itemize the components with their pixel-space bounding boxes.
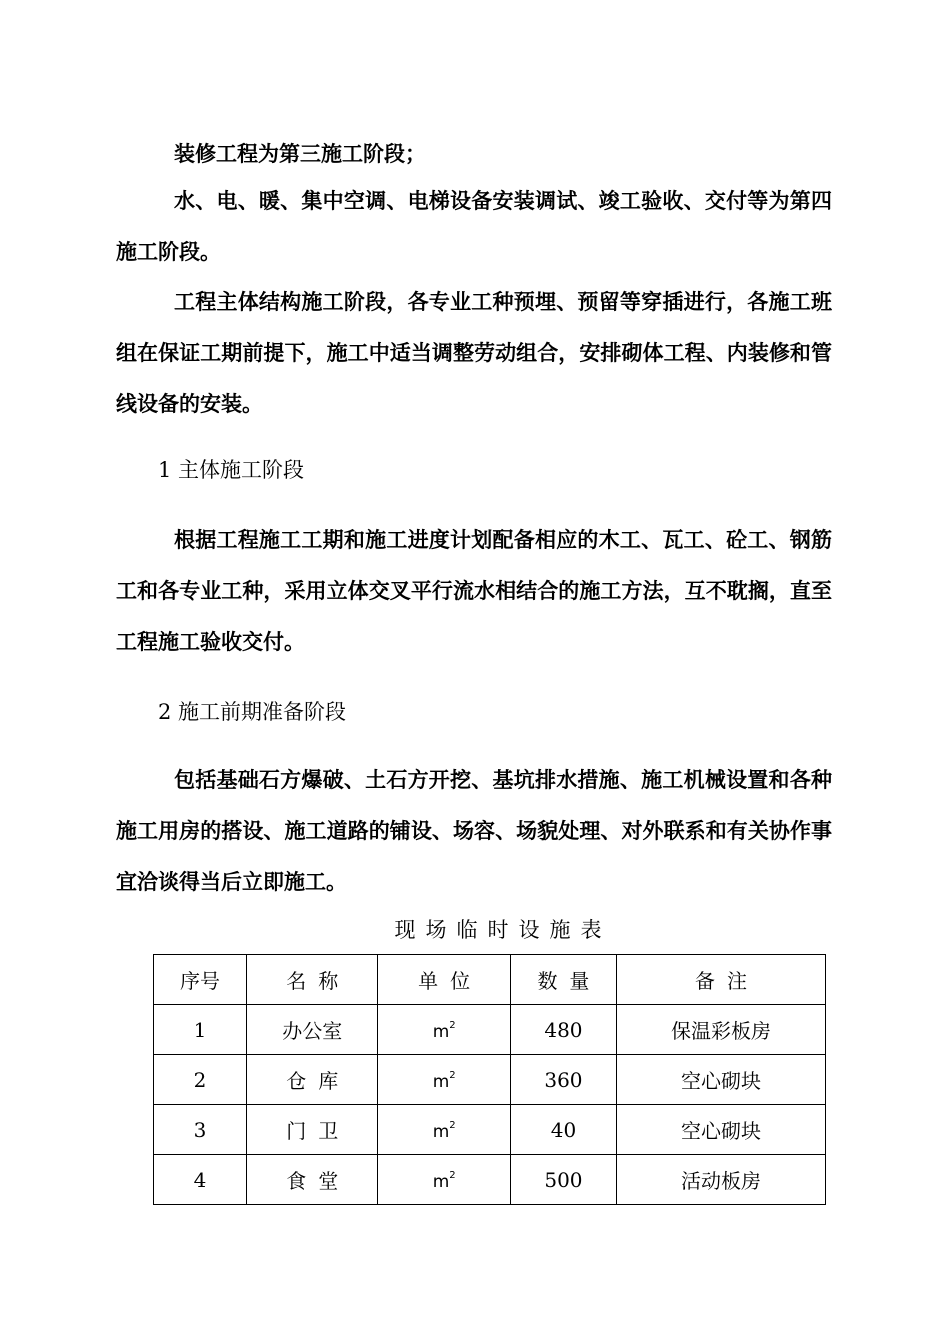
table-header-row [154,955,826,1005]
cell-seq: 2 [154,1055,247,1105]
cell-name: 食堂 [247,1155,378,1205]
cell-note: 空心砌块 [617,1055,826,1105]
unit-base: m [432,1121,450,1142]
table-row [154,1005,826,1055]
header-qty: 数量 [510,955,616,1005]
table-row [154,1155,826,1205]
cell-unit [378,1155,510,1205]
cell-unit [378,1105,510,1155]
cell-note: 空心砌块 [617,1105,826,1155]
table-title: 现场临时设施表 [394,918,612,942]
cell-note: 保温彩板房 [617,1005,826,1055]
header-seq: 序号 [154,955,247,1005]
cell-unit [378,1005,510,1055]
header-unit: 单位 [378,955,510,1005]
cell-seq: 4 [154,1155,247,1205]
cell-name: 仓库 [247,1055,378,1105]
unit-superscript: 2 [449,1169,456,1181]
table-row [154,1105,826,1155]
paragraph-main-structure: 工程主体结构施工阶段，各专业工种预埋、预留等穿插进行，各施工班组在保证工期前提下，施工中适当调整劳动组合，安排砌体工程、内装修和管线设备的安装。 [116,289,832,416]
unit-superscript: 2 [449,1119,456,1131]
unit-base: m [432,1021,450,1042]
cell-seq: 1 [154,1005,247,1055]
cell-note: 活动板房 [617,1155,826,1205]
paragraph-preparation-detail: 包括基础石方爆破、土石方开挖、基坑排水措施、施工机械设置和各种施工用房的搭设、施工道路的铺设、场容、场貌处理、对外联系和有关协作事宜洽谈得当后立即施工。 [116,767,832,894]
cell-name: 门卫 [247,1105,378,1155]
table-row [154,1055,826,1105]
header-name: 名称 [247,955,378,1005]
cell-seq: 3 [154,1105,247,1155]
cell-name: 办公室 [247,1005,378,1055]
cell-qty: 480 [510,1005,616,1055]
unit-superscript: 2 [449,1069,456,1081]
temporary-facilities-table [153,954,826,1205]
header-note: 备注 [617,955,826,1005]
unit-superscript: 2 [449,1019,456,1031]
cell-qty: 40 [510,1105,616,1155]
cell-qty: 500 [510,1155,616,1205]
heading-preparation-stage: 2 施工前期准备阶段 [158,700,347,724]
paragraph-decoration-stage: 装修工程为第三施工阶段； [174,141,426,166]
cell-unit [378,1055,510,1105]
paragraph-main-construction-detail: 根据工程施工工期和施工进度计划配备相应的木工、瓦工、砼工、钢筋工和各专业工种，采用立体交叉平行流水相结合的施工方法，互不耽搁，直至工程施工验收交付。 [116,527,832,654]
cell-qty: 360 [510,1055,616,1105]
heading-main-construction-stage: 1 主体施工阶段 [158,458,305,482]
paragraph-installation-stage: 水、电、暖、集中空调、电梯设备安装调试、竣工验收、交付等为第四施工阶段。 [116,188,832,264]
unit-base: m [432,1171,450,1192]
unit-base: m [432,1071,450,1092]
